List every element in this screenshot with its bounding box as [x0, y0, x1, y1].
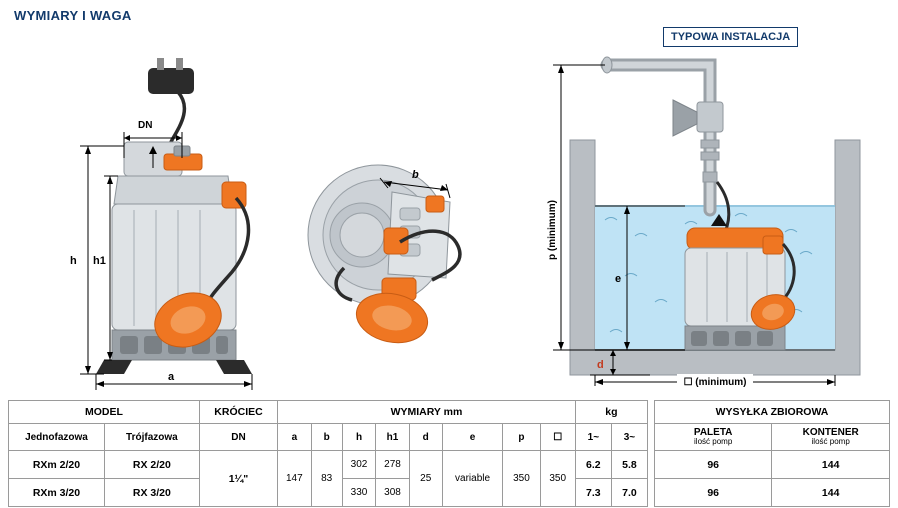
pump-top-body [308, 165, 450, 305]
col-p: p [503, 424, 540, 451]
cell-p: 350 [503, 451, 540, 507]
col-kontener [772, 424, 890, 451]
shipping-header-row [655, 401, 890, 424]
cell-h1: 278 [376, 451, 409, 479]
col-kg3: 3~ [611, 424, 647, 451]
table-row [9, 451, 648, 479]
cell-trojfazowa: RX 2/20 [104, 451, 199, 479]
col-kontener-sub: ilość pomp [811, 437, 850, 447]
cell-kg3: 5.8 [611, 451, 647, 479]
dimensions-table [8, 400, 648, 507]
col-h1: h1 [376, 424, 409, 451]
col-jednofazowa: Jednofazowa [9, 424, 105, 451]
col-b: b [311, 424, 342, 451]
label-a: a [168, 371, 175, 383]
cell-trojfazowa: RX 3/20 [104, 479, 199, 507]
table-header-row-1 [9, 401, 648, 424]
col-paleta-name: PALETA [693, 427, 733, 439]
cell-h: 302 [342, 451, 375, 479]
page-title: WYMIARY I WAGA [14, 8, 132, 23]
label-p: p (minimum) [547, 200, 558, 260]
col-trojfazowa: Trójfazowa [104, 424, 199, 451]
cell-kontener: 144 [772, 451, 890, 479]
label-dn: DN [138, 120, 153, 131]
shipping-table [654, 400, 890, 507]
col-paleta-sub: ilość pomp [694, 437, 733, 447]
col-e: e [442, 424, 503, 451]
col-kg1: 1~ [575, 424, 611, 451]
cell-b: 83 [311, 451, 342, 507]
table-header-row-2 [9, 424, 648, 451]
cell-h1: 308 [376, 479, 409, 507]
col-dn: DN [199, 424, 277, 451]
col-kontener-name: KONTENER [802, 427, 859, 439]
handle-clamp-top [426, 196, 444, 212]
shipping-row [655, 451, 890, 479]
label-e: e [615, 273, 622, 285]
cell-kg3: 7.0 [611, 479, 647, 507]
label-d: d [597, 359, 604, 371]
header-wysylka: WYSYŁKA ZBIOROWA [655, 401, 890, 424]
cell-kontener: 144 [772, 479, 890, 507]
col-h: h [342, 424, 375, 451]
cell-kg1: 7.3 [575, 479, 611, 507]
col-d: d [409, 424, 442, 451]
installation-title: TYPOWA INSTALACJA [663, 27, 798, 47]
figure-installation [535, 40, 895, 390]
cell-h: 330 [342, 479, 375, 507]
col-paleta [655, 424, 772, 451]
cell-jednofazowa: RXm 2/20 [9, 451, 105, 479]
header-kg: kg [575, 401, 647, 424]
header-krociec: KRÓCIEC [199, 401, 277, 424]
cell-paleta: 96 [655, 451, 772, 479]
cell-e: variable [442, 451, 503, 507]
cell-square: 350 [540, 451, 575, 507]
cell-dn: 1¼" [199, 451, 277, 507]
shipping-row [655, 479, 890, 507]
cell-jednofazowa: RXm 3/20 [9, 479, 105, 507]
label-b: b [412, 169, 419, 181]
col-square: ☐ [540, 424, 575, 451]
label-h1: h1 [93, 255, 106, 267]
discharge-pipework [602, 57, 723, 210]
shipping-subheader-row [655, 424, 890, 451]
label-h: h [70, 255, 77, 267]
cell-a: 147 [278, 451, 311, 507]
cell-paleta: 96 [655, 479, 772, 507]
col-a: a [278, 424, 311, 451]
figure-top-view [300, 150, 515, 365]
cell-kg1: 6.2 [575, 451, 611, 479]
cell-d: 25 [409, 451, 442, 507]
label-square-minimum: ☐ (minimum) [683, 377, 747, 388]
header-wymiary: WYMIARY mm [278, 401, 576, 424]
header-model: MODEL [9, 401, 200, 424]
pump-installed [685, 214, 799, 350]
